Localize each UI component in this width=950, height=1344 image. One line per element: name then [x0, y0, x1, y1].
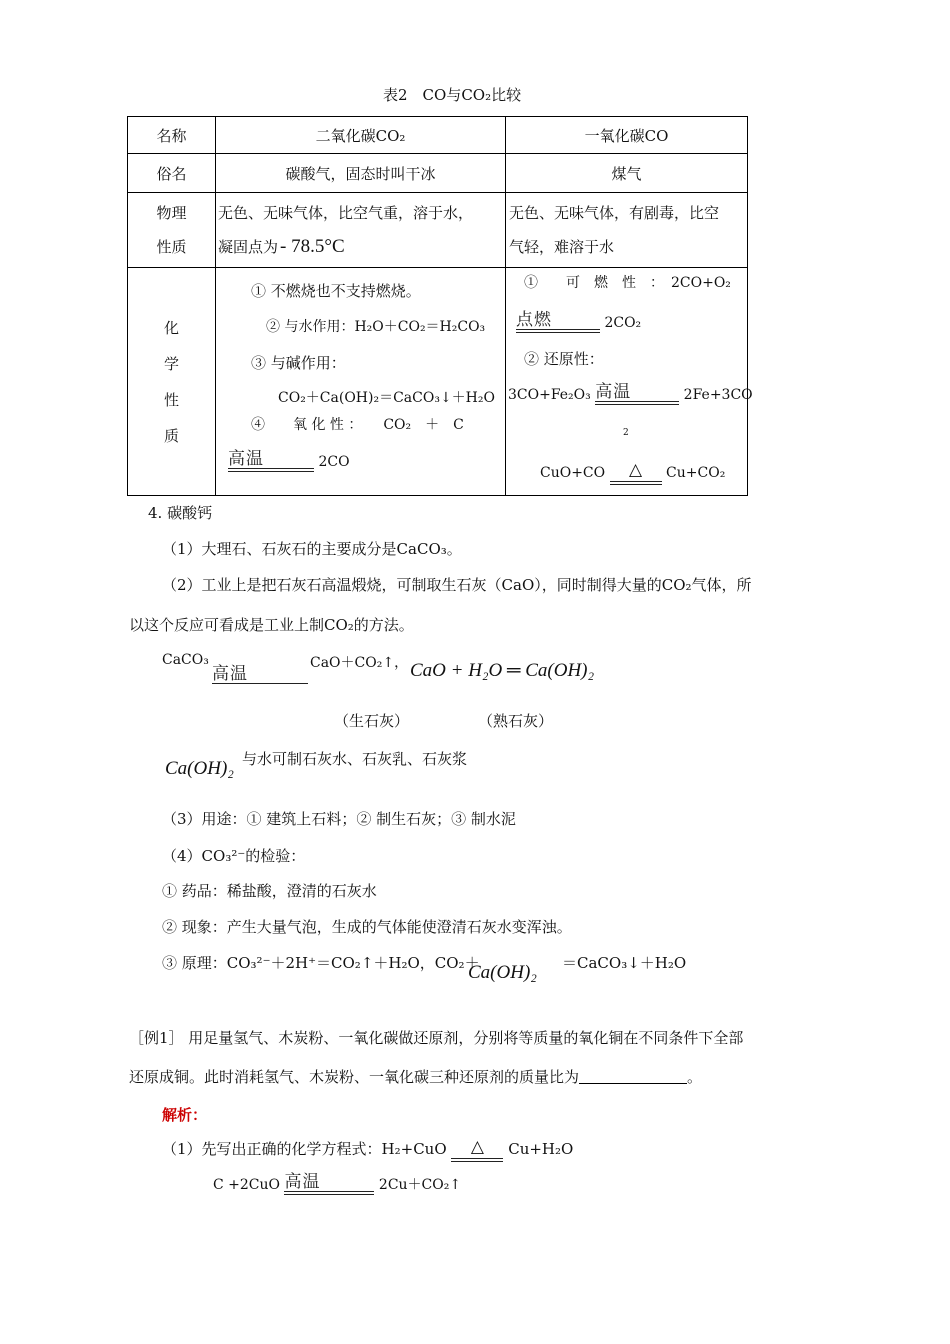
ignite-label: 点燃: [516, 310, 552, 330]
analysis-step1-left: （1）先写出正确的化学方程式：H₂+CuO: [162, 1140, 447, 1158]
chemical-label: [128, 268, 216, 496]
co-prop-2-products: 2Fe+3CO: [683, 387, 753, 403]
chemical-label-char: 化: [163, 318, 179, 337]
freeze-point-label: 凝固点为: [218, 238, 279, 256]
high-temp-condition: [595, 384, 679, 400]
heat-icon: △: [470, 1137, 484, 1157]
caoh2-uses: 与水可制石灰水、石灰乳、石灰浆: [242, 750, 468, 768]
alias-co: 煤气: [506, 154, 748, 193]
heat-condition: [451, 1137, 503, 1157]
physical-co: [506, 193, 748, 268]
high-temp-label: 高温: [284, 1172, 321, 1192]
header-co2: 二氧化碳CO₂: [216, 117, 506, 154]
high-temp-label: 高温: [228, 449, 264, 469]
co-prop-1-eq: [516, 312, 641, 331]
answer-blank[interactable]: [579, 1069, 687, 1084]
freeze-point-value: - 78.5°C: [280, 236, 345, 257]
analysis-step2-left: C +2CuO: [213, 1177, 281, 1193]
analysis-step1: [162, 1137, 573, 1159]
heat-condition: [610, 460, 662, 480]
section-4-p4: （4）CO₃²⁻的检验：: [162, 847, 306, 865]
co2-prop-3-eq: CO₂＋Ca(OH)₂＝CaCO₃↓＋H₂O: [278, 390, 495, 406]
analysis-step2-right: 2Cu＋CO₂↑: [378, 1177, 462, 1193]
alias-label: 俗名: [128, 154, 216, 193]
co-prop-3-reactants: CuO+CO: [540, 465, 606, 481]
section-4-p1: （1）大理石、石灰石的主要成分是CaCO₃。: [162, 540, 462, 558]
example-period: 。: [687, 1068, 703, 1086]
analysis-label: 解析：: [162, 1106, 208, 1124]
co2-prop-1: ① 不燃烧也不支持燃烧。: [251, 282, 421, 300]
co-prop-2: ② 还原性：: [524, 350, 604, 368]
eq-calcination-left: CaCO₃: [162, 652, 209, 668]
table-header-row: [128, 117, 748, 154]
chemical-co2: [216, 268, 506, 496]
analysis-step2: [213, 1174, 461, 1194]
chemical-label-char: 质: [163, 426, 179, 445]
physical-co2-line2: [218, 230, 505, 264]
example-line2: [129, 1066, 702, 1087]
co-prop-1-product: 2CO₂: [604, 315, 642, 331]
ignite-condition: [516, 312, 600, 328]
table-caption: 表2 CO与CO₂比较: [383, 86, 522, 104]
co-prop-1: ① 可 燃 性 ： 2CO+O₂: [524, 275, 731, 291]
high-temp-condition: [212, 666, 308, 682]
high-temp-label: 高温: [212, 664, 248, 684]
heat-icon: △: [629, 460, 643, 480]
section-4-p2-line2: 以这个反应可看成是工业上制CO₂的方法。: [129, 616, 414, 634]
quicklime-label: （生石灰）: [334, 712, 410, 730]
co-prop-2-subscript: 2: [623, 428, 629, 438]
eq-calcination-condition: [212, 666, 308, 685]
physical-label-2: 性质: [156, 238, 187, 256]
co-prop-2-eq: [508, 384, 753, 403]
header-co: 一氧化碳CO: [506, 117, 748, 154]
physical-co2: [216, 193, 506, 268]
comparison-table: [127, 116, 753, 496]
example-line1: ［例1］ 用足量氢气、木炭粉、一氧化碳做还原剂，分别将等质量的氧化铜在不同条件下全部: [129, 1029, 744, 1047]
chemical-label-char: 学: [163, 354, 179, 373]
section-4-p4-1: ① 药品：稀盐酸，澄清的石灰水: [162, 882, 377, 900]
co2-prop-4: ④ 氧 化 性 ： CO₂ ＋ C: [251, 417, 464, 433]
example-question: 还原成铜。此时消耗氢气、木炭粉、一氧化碳三种还原剂的质量比为: [129, 1068, 580, 1086]
co2-prop-2: ② 与水作用：H₂O＋CO₂＝H₂CO₃: [266, 319, 486, 335]
co-prop-2-reactants: 3CO+Fe₂O₃: [508, 387, 591, 403]
header-name: 名称: [128, 117, 216, 154]
section-4-p2-line1: （2）工业上是把石灰石高温煅烧，可制取生石灰（CaO），同时制得大量的CO₂气体，所: [162, 576, 752, 594]
analysis-step1-right: Cu+H₂O: [508, 1140, 574, 1158]
co2-prop-3: ③ 与碱作用：: [251, 354, 346, 372]
eq-slaking: CaO + H₂O ═ Ca(OH)₂: [410, 660, 595, 681]
physical-co-line2: 气轻，难溶于水: [509, 238, 615, 256]
physical-co-line1: 无色、无味气体，有剧毒，比空: [509, 204, 720, 222]
caoh2-formula: Ca(OH)₂: [165, 758, 234, 779]
section-4-title: 4. 碳酸钙: [148, 504, 213, 522]
physical-label: [128, 193, 216, 268]
co-prop-3-products: Cu+CO₂: [666, 465, 726, 481]
co2-prop-4-product: 2CO: [318, 454, 350, 470]
co-prop-3-eq: [540, 460, 725, 481]
chemical-co: [506, 268, 753, 496]
table-row-alias: [128, 154, 748, 193]
section-4-p3: （3）用途：① 建筑上石料；② 制生石灰；③ 制水泥: [162, 810, 516, 828]
chemical-label-char: 性: [163, 390, 179, 409]
section-4-p4-3-left: ③ 原理：CO₃²⁻＋2H⁺＝CO₂↑＋H₂O，CO₂＋: [162, 954, 480, 972]
high-temp-condition: [228, 451, 314, 467]
physical-label-1: 物理: [156, 204, 187, 222]
table-row-chemical: [128, 268, 748, 496]
physical-co2-line1: 无色、无味气体，比空气重，溶于水，: [218, 204, 474, 222]
high-temp-condition: [284, 1174, 374, 1190]
slaked-lime-label: （熟石灰）: [478, 712, 554, 730]
section-4-p4-3-right: ＝CaCO₃↓＋H₂O: [562, 954, 687, 972]
section-4-p4-3-formula: Ca(OH)₂: [468, 962, 537, 983]
section-4-p4-2: ② 现象：产生大量气泡，生成的气体能使澄清石灰水变浑浊。: [162, 918, 572, 936]
eq-calcination-right: CaO＋CO₂↑，: [310, 655, 409, 671]
high-temp-label: 高温: [595, 382, 632, 402]
alias-co2: 碳酸气，固态时叫干冰: [216, 154, 506, 193]
co2-prop-4-eq: [228, 451, 350, 470]
table-row-physical: [128, 193, 748, 268]
